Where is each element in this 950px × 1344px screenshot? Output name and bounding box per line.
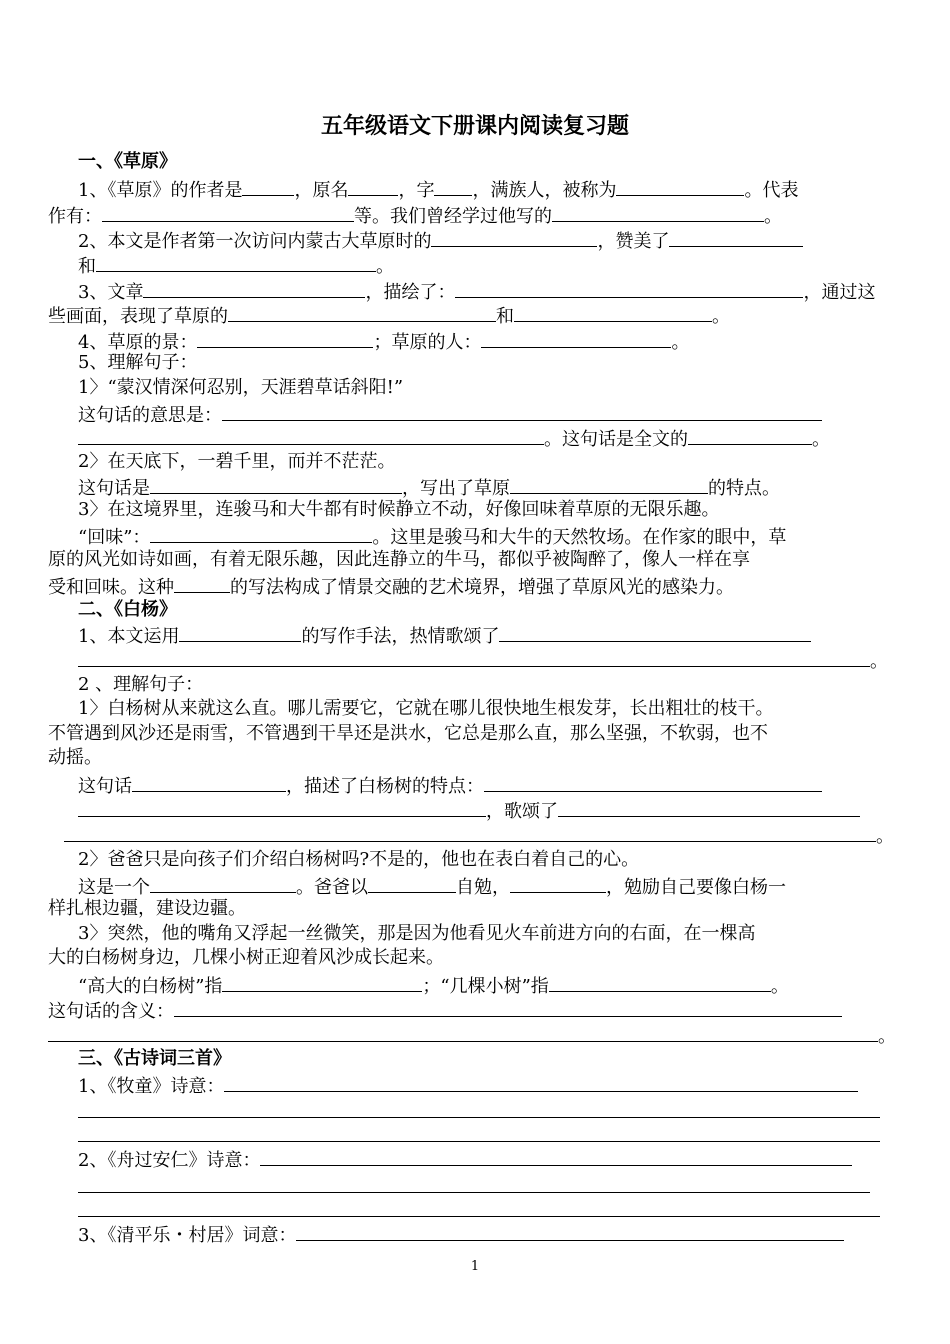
question-1-1-line1: 1、《草原》的作者是 ，原名 ，字 ，满族人，被称为 。代表 [78, 176, 798, 203]
answer-blank[interactable] [222, 401, 822, 421]
question-2-1-line2: 。 [78, 647, 888, 674]
answer-blank[interactable] [150, 523, 372, 543]
answer-line[interactable] [78, 1117, 880, 1118]
answer-blank[interactable] [102, 202, 354, 222]
answer-blank[interactable] [197, 328, 373, 348]
answer-line[interactable] [78, 1192, 870, 1193]
answer-blank[interactable] [669, 227, 803, 247]
sentence-1-meaning-line1: 这句话的意思是： [78, 401, 822, 428]
answer-blank[interactable] [455, 278, 803, 298]
answer-blank[interactable] [150, 474, 402, 494]
answer-blank[interactable] [558, 797, 860, 817]
answer-blank[interactable] [296, 1221, 844, 1241]
sentence-1-quote: 1〉“蒙汉情深何忍别，天涯碧草话斜阳!” [78, 377, 404, 398]
question-1-1-line2: 作有： 等。我们曾经学过他写的 。 [48, 202, 782, 229]
answer-blank[interactable] [481, 328, 671, 348]
question-1-2-line2: 和 。 [78, 252, 394, 279]
answer-blank[interactable] [179, 622, 301, 642]
answer-blank[interactable] [242, 176, 294, 196]
question-3-3: 3、《清平乐・村居》词意： [78, 1221, 844, 1248]
section-heading-grassland: 一、《草原》 [78, 151, 177, 172]
answer-blank[interactable] [78, 647, 870, 667]
page-number: 1 [470, 1259, 480, 1274]
sentence-2-answer: 这句话是 ，写出了草原 的特点。 [78, 474, 780, 501]
poplar-sentence-3-line1: 3〉突然，他的嘴角又浮起一丝微笑，那是因为他看见火车前进方向的右面，在一棵高 [78, 923, 756, 944]
question-3-1: 1、《牧童》诗意： [78, 1072, 858, 1099]
page-title: 五年级语文下册课内阅读复习题 [320, 113, 629, 139]
poplar-sentence-1-answer-line2: ，歌颂了 [78, 797, 860, 824]
poplar-sentence-3-line2: 大的白杨树身边，几棵小树正迎着风沙成长起来。 [48, 947, 444, 968]
answer-blank[interactable] [510, 873, 606, 893]
answer-blank[interactable] [510, 474, 708, 494]
poplar-sentence-2-answer-line2: 样扎根边疆，建设边疆。 [48, 898, 246, 919]
poplar-sentence-1-answer-line1: 这句话 ，描述了白杨树的特点： [78, 772, 822, 799]
poplar-sentence-2-answer-line1: 这是一个 。爸爸以 自勉， ，勉励自己要像白杨一 [78, 873, 786, 900]
question-2-2: 2 、理解句子： [78, 674, 204, 695]
sentence-1-meaning-line2: 。这句话是全文的 。 [78, 425, 830, 452]
answer-line[interactable] [78, 1216, 880, 1217]
answer-blank[interactable] [228, 302, 496, 322]
question-2-1-line1: 1、本文运用 的写作手法，热情歌颂了 [78, 622, 811, 649]
answer-blank[interactable] [222, 972, 422, 992]
sentence-2-quote: 2〉在天底下，一碧千里，而并不茫茫。 [78, 451, 396, 472]
sentence-3-line1: “回味”： 。这里是骏马和大牛的天然牧场。在作家的眼中，草 [78, 523, 786, 550]
poplar-sentence-3-answer-line3: 。 [48, 1022, 896, 1049]
answer-blank[interactable] [150, 873, 296, 893]
answer-blank[interactable] [514, 302, 712, 322]
answer-blank[interactable] [499, 622, 811, 642]
poplar-sentence-3-answer-line2: 这句话的含义： [48, 997, 842, 1024]
section-heading-ancient-poems: 三、《古诗词三首》 [78, 1048, 231, 1069]
poplar-sentence-2-quote: 2〉爸爸只是向孩子们介绍白杨树吗?不是的，他也在表白着自己的心。 [78, 849, 640, 870]
answer-blank[interactable] [48, 1022, 878, 1042]
answer-blank[interactable] [64, 822, 876, 842]
section-heading-white-poplar: 二、《白杨》 [78, 599, 177, 620]
answer-blank[interactable] [224, 1072, 858, 1092]
answer-blank[interactable] [434, 176, 472, 196]
answer-blank[interactable] [78, 797, 486, 817]
question-1-5: 5、理解句子： [78, 352, 198, 373]
poplar-sentence-1-line1: 1〉白杨树从来就这么直。哪儿需要它，它就在哪儿很快地生根发芽，长出粗壮的枝干。 [78, 698, 774, 719]
poplar-sentence-1-line3: 动摇。 [48, 747, 102, 768]
poplar-sentence-1-line2: 不管遇到风沙还是雨雪，不管遇到干旱还是洪水，它总是那么直，那么坚强，不软弱，也不 [48, 723, 768, 744]
question-3-2: 2、《舟过安仁》诗意： [78, 1146, 852, 1173]
answer-blank[interactable] [484, 772, 822, 792]
answer-blank[interactable] [174, 997, 842, 1017]
answer-blank[interactable] [549, 972, 771, 992]
answer-blank[interactable] [368, 873, 456, 893]
answer-blank[interactable] [431, 227, 597, 247]
question-1-3-line2: 些画面，表现了草原的 和 。 [48, 302, 730, 329]
answer-blank[interactable] [96, 252, 376, 272]
answer-blank[interactable] [174, 573, 230, 593]
sentence-3-quote: 3〉在这境界里，连骏马和大牛都有时候静立不动，好像回味着草原的无限乐趣。 [78, 499, 720, 520]
answer-blank[interactable] [552, 202, 764, 222]
answer-blank[interactable] [616, 176, 744, 196]
poplar-sentence-3-answer-line1: “高大的白杨树”指 ；“几棵小树”指 。 [78, 972, 789, 999]
question-1-3-line1: 3、文章 ，描绘了： ，通过这 [78, 278, 875, 305]
answer-line[interactable] [78, 1141, 880, 1142]
question-1-4: 4、草原的景： ；草原的人： 。 [78, 328, 689, 355]
answer-blank[interactable] [688, 425, 812, 445]
sentence-3-line3: 受和回味。这种 的写法构成了情景交融的艺术境界，增强了草原风光的感染力。 [48, 573, 734, 600]
question-1-2-line1: 2、本文是作者第一次访问内蒙古大草原时的 ，赞美了 [78, 227, 803, 254]
sentence-3-line2: 原的风光如诗如画，有着无限乐趣，因此连静立的牛马，都似乎被陶醉了，像人一样在享 [48, 549, 750, 570]
poplar-sentence-1-answer-line3: 。 [64, 822, 894, 849]
answer-blank[interactable] [132, 772, 286, 792]
answer-blank[interactable] [78, 425, 544, 445]
answer-blank[interactable] [143, 278, 365, 298]
answer-blank[interactable] [260, 1146, 852, 1166]
answer-blank[interactable] [348, 176, 398, 196]
